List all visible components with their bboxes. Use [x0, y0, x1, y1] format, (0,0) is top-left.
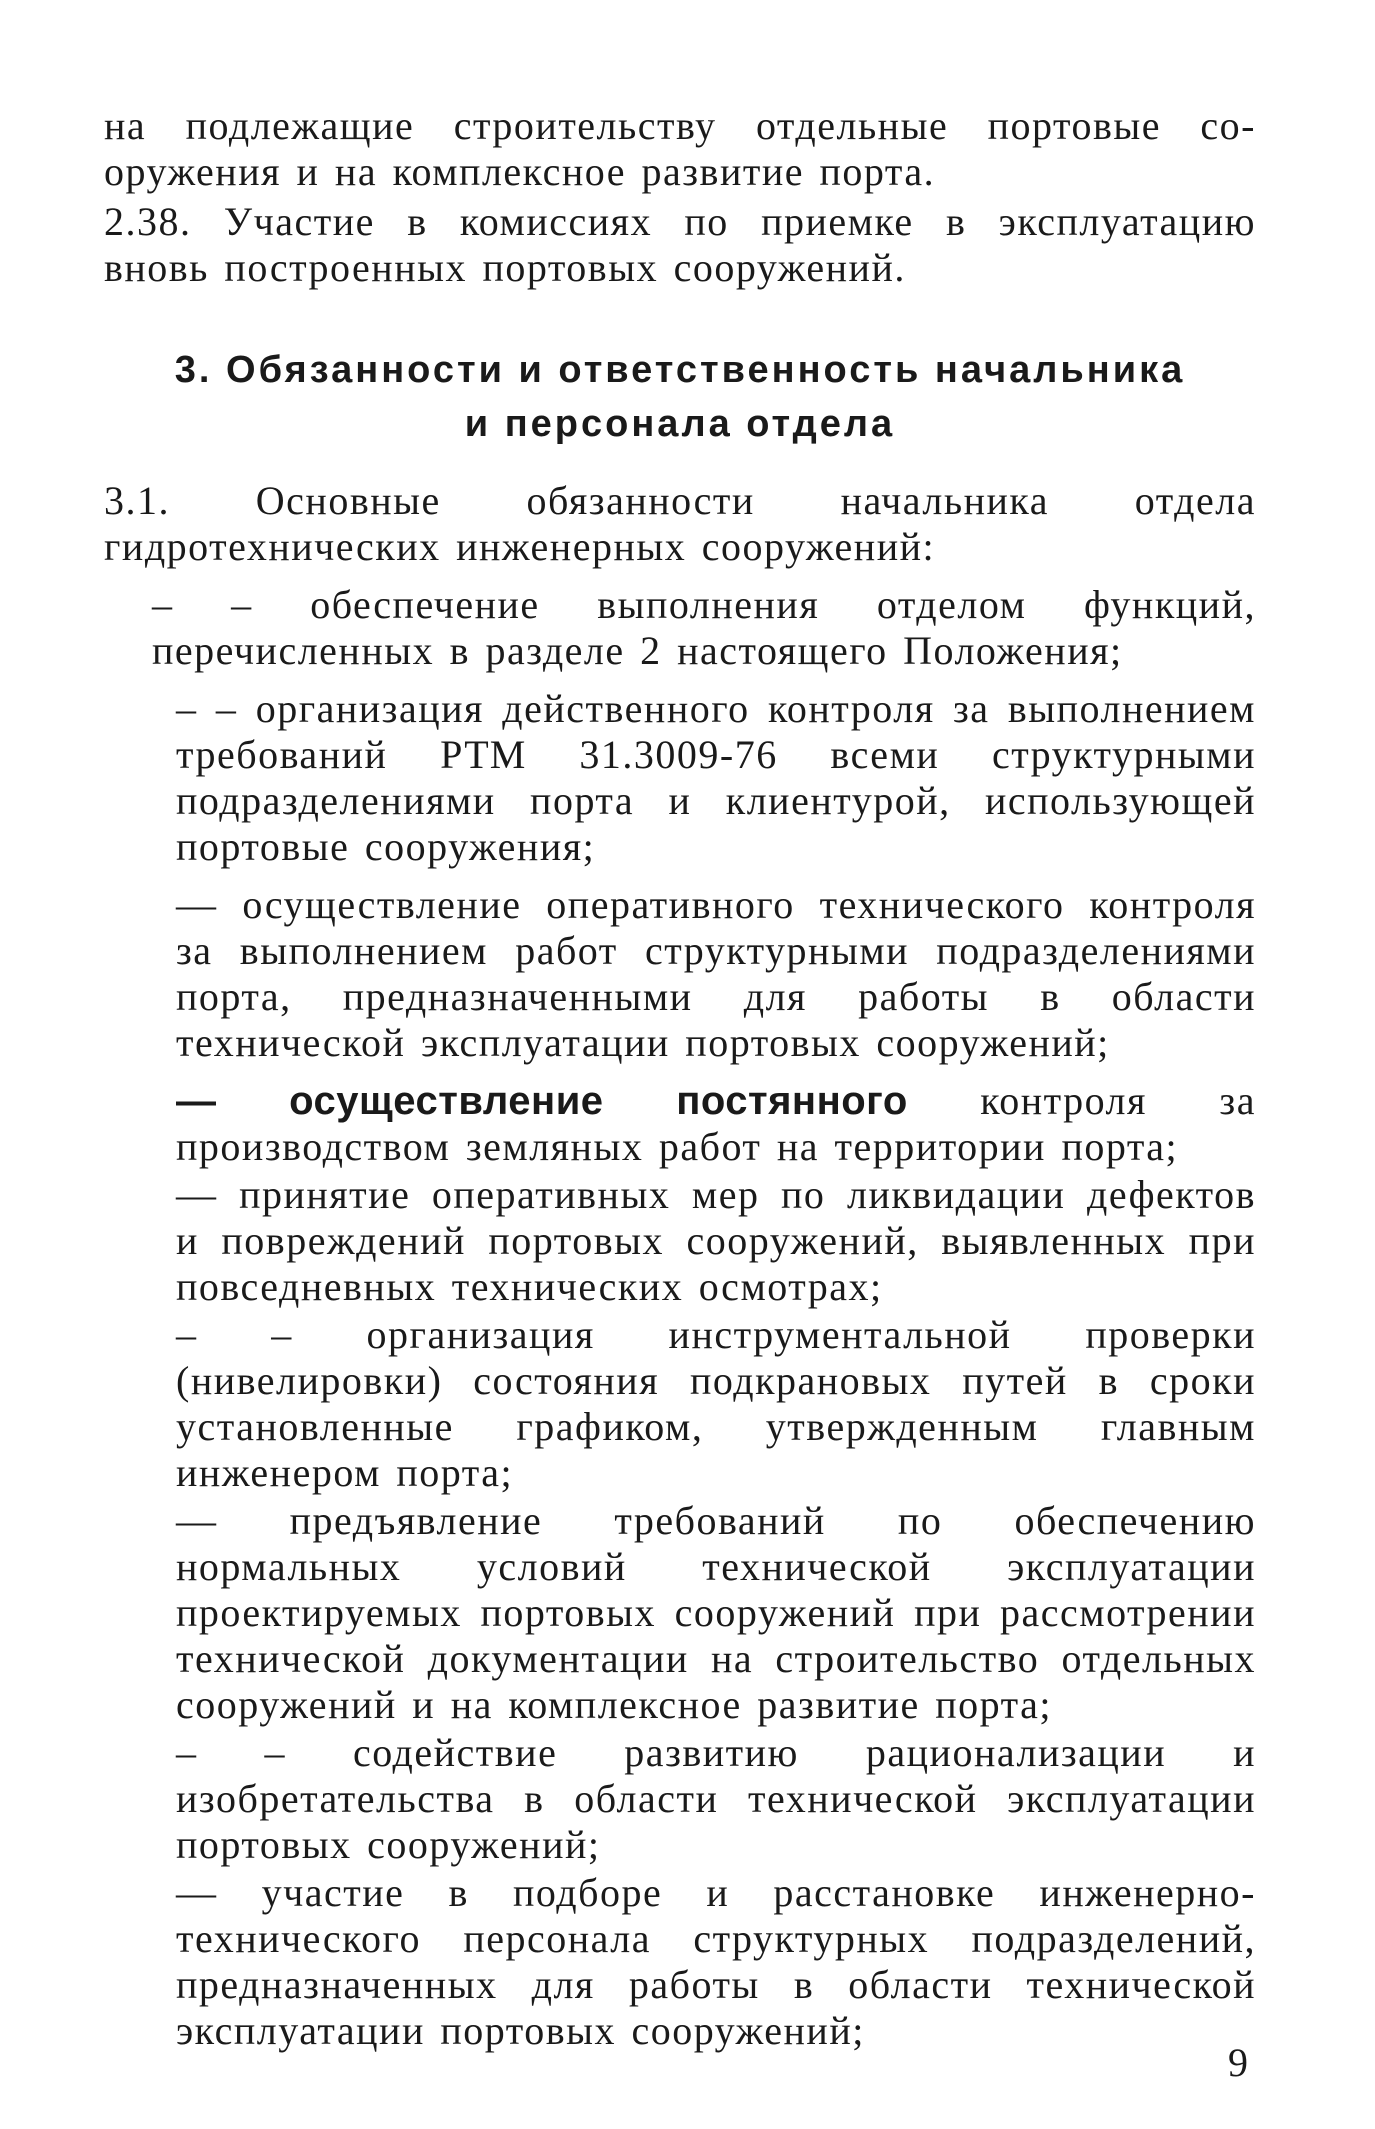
- duty-item-9: [104, 1870, 1256, 2054]
- paragraph-2-38: 2.38. Участие в комиссиях по приемке в эксплуатацию вновь построенных портовых сооружений.: [104, 199, 1256, 290]
- duty-item-7: [104, 1498, 1256, 1728]
- duty-item-1-text: – – обеспечение выполнения отделом функций, перечисленных в разделе 2 настоящего Положения;: [152, 582, 1256, 673]
- duty-item-3: [104, 882, 1256, 1066]
- duty-item-5-text: — принятие оперативных мер по ликвидации дефектов и повреждений портовых сооружений, выявленных при повседневных технических осмотрах;: [176, 1172, 1256, 1309]
- intro-line-1: на подлежащие строительству отдельные портовые со-: [104, 103, 1256, 148]
- duty-item-2-text: – – организация действенного контроля за выполнением требований РТМ 31.3009-76 всеми структурными подразделениями порта и клиентурой, использующей портовые сооружения;: [176, 686, 1256, 869]
- body-block: [104, 478, 1256, 2054]
- section-heading-line-2: и персонала отдела: [464, 403, 896, 445]
- duty-item-4: [104, 1078, 1256, 1170]
- page-number: 9: [1228, 2040, 1248, 2085]
- duty-item-5: [104, 1172, 1256, 1310]
- intro-block: [104, 103, 1256, 291]
- duty-item-4-text: контроля за производством земляных работ на территории порта;: [176, 1078, 1256, 1169]
- duty-item-8-text: – – содействие развитию рационализации и изобретательства в области технической эксплуатации портовых сооружений;: [176, 1730, 1256, 1867]
- paragraph-3-1: 3.1. Основные обязанности начальника отдела гидротехнических инженерных сооружений:: [104, 478, 1256, 569]
- duty-item-7-text: — предъявление требований по обеспечению нормальных условий технической эксплуатации проектируемых портовых сооружений при рассмотрении технической документации на строительство отдельных сооружений и на комплексное развитие порта;: [176, 1498, 1256, 1727]
- duty-item-6-text: – – организация инструментальной проверки (нивелировки) состояния подкрановых путей в сроки установленные графиком, утвержденным главным инженером порта;: [176, 1312, 1256, 1495]
- section-heading: [104, 343, 1256, 451]
- intro-line-2: оружения и на комплексное развитие порта.: [104, 149, 936, 194]
- section-heading-line-1: 3. Обязанности и ответственность начальника: [174, 349, 1186, 391]
- duty-item-2: [104, 686, 1256, 870]
- duty-item-1: [104, 582, 1256, 674]
- duty-item-6: [104, 1312, 1256, 1496]
- duty-item-4-lead: — осуществление постянного: [176, 1079, 908, 1123]
- duty-item-8: [104, 1730, 1256, 1868]
- duty-item-3-text: — осуществление оперативного технического контроля за выполнением работ структурными подразделениями порта, предназначенными для работы в области технической эксплуатации портовых сооружений;: [176, 882, 1256, 1065]
- duty-item-9-text: — участие в подборе и расстановке инженерно-технического персонала структурных подразделений, предназначенных для работы в области технической эксплуатации портовых сооружений;: [176, 1870, 1256, 2053]
